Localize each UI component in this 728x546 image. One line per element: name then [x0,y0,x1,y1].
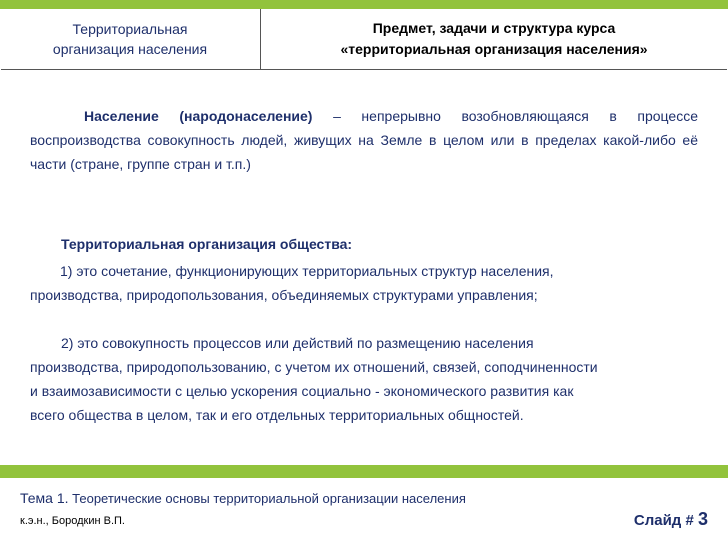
organization-title: Территориальная организация общества: [61,236,353,252]
definition-block [30,104,698,176]
slide-number [634,509,708,530]
slide-header [1,9,727,70]
slide-label: Слайд # [633,512,698,529]
item2-line2: производства, природопользованию, с учетом их отношений, связей, соподчиненности [30,359,598,375]
organization-list [30,259,698,427]
item1-line1: 1) это сочетание, функционирующих территориальных структур населения, [60,263,554,279]
definition-term: Население (народонаселение) [84,108,313,124]
header-left-line2: организация населения [52,41,208,57]
header-slide-title [263,9,725,69]
item1-line2: производства, природопользования, объединяемых структурами управления; [30,287,538,303]
header-left-line1: Территориальная [72,21,188,37]
item2-line1: 2) это совокупность процессов или действий по размещению населения [61,335,534,351]
top-accent-bar [0,0,728,9]
definition-text: – непрерывно возобновляющаяся в процессе воспроизводства совокупность людей, живущих на Земле в целом или в пределах какой-либо её части (стране, группе стран и т.п.) [30,108,698,172]
footer-topic-text: Теоретические основы территориальной организации населения [68,491,466,506]
header-section-title [1,9,259,69]
header-divider [260,9,261,69]
definition-paragraph [30,104,698,176]
item2-line3: и взаимозависимости с целью ускорения социально - экономического развития как [30,383,574,399]
list-gap [30,307,698,331]
footer-topic [20,490,466,506]
header-right-line2: «территориальная организация населения» [340,41,648,57]
item2-line4: всего общества в целом, так и его отдельных территориальных общностей. [30,407,524,423]
slide-number-value: 3 [697,509,708,529]
header-right-line1: Предмет, задачи и структура курса [372,20,616,36]
footer-topic-label: Тема 1. [20,490,69,506]
bottom-accent-bar [0,465,728,478]
footer-author: к.э.н., Бородкин В.П. [20,515,125,527]
